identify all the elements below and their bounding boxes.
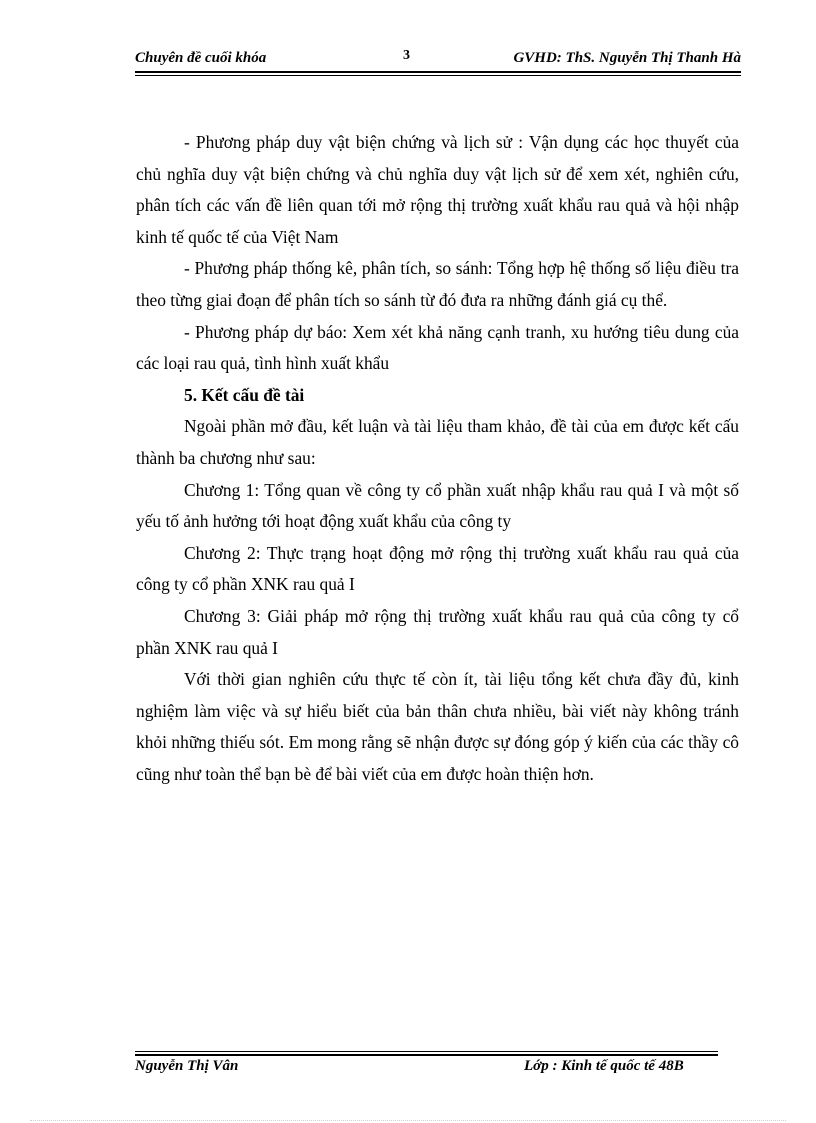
supervisor-name: GVHD: ThS. Nguyễn Thị Thanh Hà — [513, 50, 741, 66]
author-name: Nguyễn Thị Vân — [135, 1058, 239, 1074]
paragraph-structure-intro: Ngoài phần mở đầu, kết luận và tài liệu tham khảo, đề tài của em được kết cấu thành ba chương như sau: — [136, 416, 739, 468]
footer-rule-thick — [135, 1054, 718, 1056]
section-heading: 5. Kết cấu đề tài — [184, 384, 305, 405]
body-text — [136, 127, 739, 790]
page-header — [135, 48, 741, 70]
paragraph-closing: Với thời gian nghiên cứu thực tế còn ít, tài liệu tổng kết chưa đầy đủ, kinh nghiệm làm việc và sự hiểu biết của bản thân chưa nhiều, bài viết này không tránh khỏi những thiếu sót. Em mong rằng sẽ nhận được sự đóng góp ý kiến của các thầy cô cũng như toàn thể bạn bè để bài viết của em được hoàn thiện hơn. — [136, 669, 739, 784]
paragraph-chapter-1: Chương 1: Tổng quan về công ty cổ phần xuất nhập khẩu rau quả I và một số yếu tố ảnh hưởng tới hoạt động xuất khẩu của công ty — [136, 479, 739, 532]
class-name: Lớp : Kinh tế quốc tế 48B — [524, 1058, 684, 1074]
paragraph-method-forecast: - Phương pháp dự báo: Xem xét khả năng cạnh tranh, xu hướng tiêu dung của các loại rau quả, tình hình xuất khẩu — [136, 321, 739, 374]
paragraph-method-statistics: - Phương pháp thống kê, phân tích, so sánh: Tổng hợp hệ thống số liệu điều tra theo từng giai đoạn để phân tích so sánh từ đó đưa ra những đánh giá cụ thể. — [136, 258, 739, 310]
header-rule-thick — [135, 71, 741, 73]
page-edge — [30, 1120, 786, 1121]
paragraph-chapter-2: Chương 2: Thực trạng hoạt động mở rộng thị trường xuất khẩu rau quả của công ty cổ phần XNK rau quả I — [136, 542, 739, 595]
page-number: 3 — [403, 48, 410, 63]
document-title: Chuyên đề cuối khóa — [135, 50, 267, 66]
paragraph-method-dialectical: - Phương pháp duy vật biện chứng và lịch sử : Vận dụng các học thuyết của chủ nghĩa duy vật biện chứng và chủ nghĩa duy vật lịch sử để xem xét, nghiên cứu, phân tích các vấn đề liên quan tới mở rộng thị trường xuất khẩu rau quả và hội nhập kinh tế quốc tế của Việt Nam — [136, 132, 739, 247]
footer-rule-thin — [135, 1051, 718, 1052]
header-rule-thin — [135, 75, 741, 76]
paragraph-chapter-3: Chương 3: Giải pháp mở rộng thị trường xuất khẩu rau quả của công ty cổ phần XNK rau quả I — [136, 605, 739, 658]
